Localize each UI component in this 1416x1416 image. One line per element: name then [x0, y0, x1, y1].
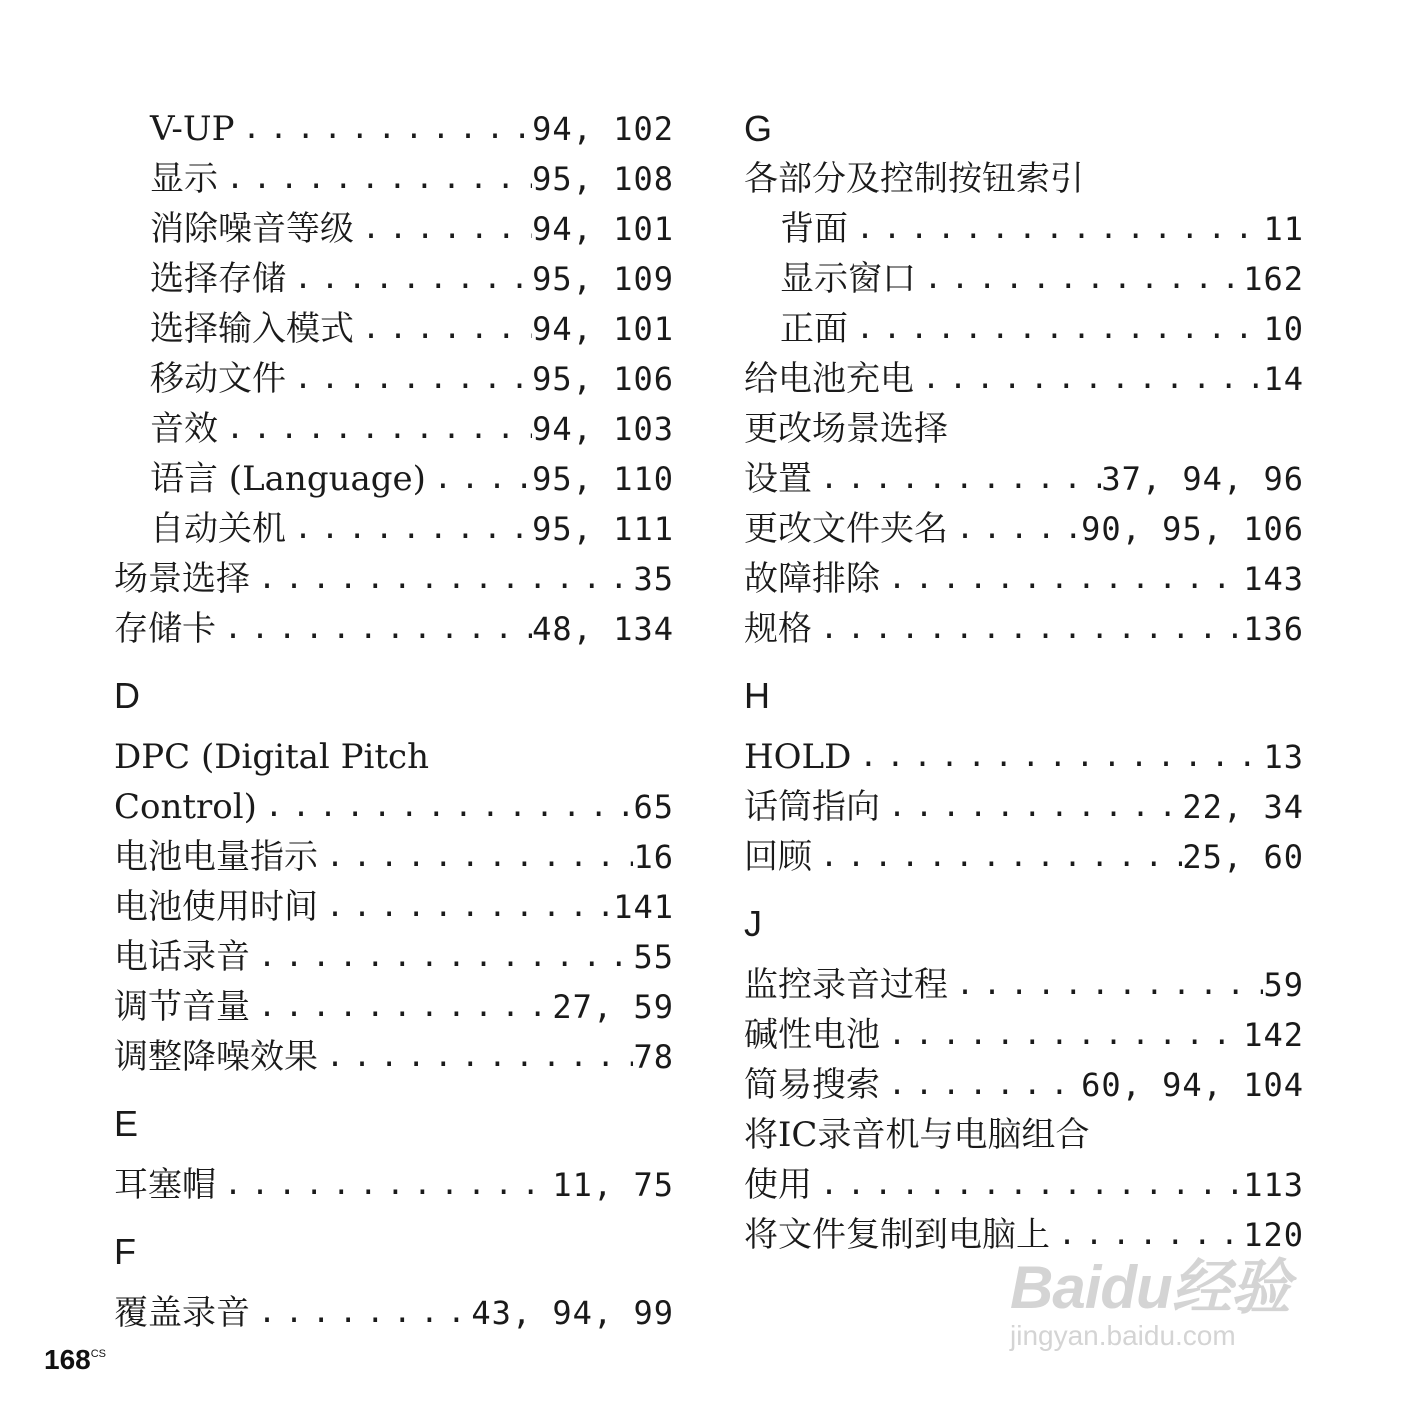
entry-label: 存储卡 [114, 609, 216, 649]
entry-label: 回顾 [744, 837, 812, 877]
entry-label: 简易搜索 [744, 1065, 880, 1105]
index-entry [114, 554, 674, 604]
dot-leader [257, 782, 634, 832]
entry-label: 给电池充电 [744, 359, 914, 399]
index-entry [114, 982, 674, 1032]
dot-leader [250, 554, 633, 604]
entry-label: 调节音量 [114, 987, 250, 1027]
dot-leader [880, 782, 1182, 832]
entry-label: 自动关机 [150, 509, 286, 549]
dot-leader [318, 1032, 633, 1082]
dot-leader [234, 104, 532, 154]
entry-label: 故障排除 [744, 559, 880, 599]
entry-pages: 35 [633, 560, 674, 598]
dot-leader [216, 1160, 552, 1210]
index-entry [114, 1288, 674, 1338]
dot-leader [216, 604, 532, 654]
index-subentry [114, 304, 674, 354]
entry-pages: 90, 95, 106 [1081, 510, 1304, 548]
entry-label: 电池电量指示 [114, 837, 318, 877]
page-number-suffix: CS [90, 1348, 106, 1360]
dot-leader [948, 960, 1263, 1010]
index-entry [744, 554, 1304, 604]
index-subentry [744, 304, 1304, 354]
entry-pages: 22, 34 [1182, 788, 1304, 826]
dot-leader [318, 832, 633, 882]
entry-label: 选择输入模式 [150, 309, 354, 349]
dot-leader [250, 932, 633, 982]
entry-pages: 11 [1263, 210, 1304, 248]
entry-pages: 95, 108 [532, 160, 674, 198]
watermark-url: jingyan.baidu.com [1010, 1320, 1236, 1351]
page-number [44, 1344, 106, 1376]
dot-leader [880, 1010, 1243, 1060]
entry-pages: 162 [1243, 260, 1304, 298]
entry-label: 耳塞帽 [114, 1165, 216, 1205]
entry-pages: 120 [1243, 1216, 1304, 1254]
entry-label: 话筒指向 [744, 787, 880, 827]
index-subentry [744, 204, 1304, 254]
entry-pages: 25, 60 [1182, 838, 1304, 876]
index-entry [744, 454, 1304, 504]
entry-label: Control) [114, 787, 257, 827]
index-entry [744, 1160, 1304, 1210]
entry-pages: 142 [1243, 1016, 1304, 1054]
entry-pages: 59 [1263, 966, 1304, 1004]
entry-label: 消除噪音等级 [150, 209, 354, 249]
section-letter: H [744, 675, 770, 716]
baidu-watermark [1010, 1240, 1340, 1370]
index-entry [114, 1160, 674, 1210]
entry-pages: 94, 101 [532, 310, 674, 348]
entry-pages: 95, 111 [532, 510, 674, 548]
entry-label: 背面 [780, 209, 848, 249]
entry-label: 将文件复制到电脑上 [744, 1215, 1050, 1255]
index-subentry [114, 404, 674, 454]
index-heading: 更改场景选择 [744, 409, 948, 449]
section-letter: F [114, 1231, 136, 1272]
entry-pages: 10 [1263, 310, 1304, 348]
index-entry [744, 960, 1304, 1010]
entry-label: 正面 [780, 309, 848, 349]
dot-leader [812, 604, 1243, 654]
section-letter: E [114, 1103, 139, 1144]
dot-leader [848, 304, 1263, 354]
entry-label: 移动文件 [150, 359, 286, 399]
entry-label: 监控录音过程 [744, 965, 948, 1005]
entry-label: 显示 [150, 159, 218, 199]
index-heading: 将IC录音机与电脑组合 [744, 1115, 1090, 1155]
dot-leader [880, 1060, 1081, 1110]
entry-label: 选择存储 [150, 259, 286, 299]
dot-leader [851, 732, 1263, 782]
index-entry [114, 604, 674, 654]
entry-pages: 95, 109 [532, 260, 674, 298]
index-entry [114, 1032, 674, 1082]
entry-pages: 113 [1243, 1166, 1304, 1204]
dot-leader [286, 354, 532, 404]
entry-label: 电池使用时间 [114, 887, 318, 927]
entry-label: 碱性电池 [744, 1015, 880, 1055]
entry-label: V-UP [150, 109, 235, 149]
entry-pages: 95, 106 [532, 360, 674, 398]
entry-label: 音效 [150, 409, 218, 449]
entry-pages: 48, 134 [532, 610, 674, 648]
index-entry [114, 832, 674, 882]
entry-pages: 27, 59 [552, 988, 674, 1026]
entry-label: 规格 [744, 609, 812, 649]
entry-label: 设置 [744, 459, 812, 499]
entry-label: 显示窗口 [780, 259, 916, 299]
entry-pages: 94, 102 [532, 110, 674, 148]
index-entry [744, 1060, 1304, 1110]
index-entry [114, 932, 674, 982]
dot-leader [218, 154, 532, 204]
dot-leader [286, 504, 532, 554]
index-subentry [744, 254, 1304, 304]
dot-leader [812, 454, 1101, 504]
index-entry [744, 832, 1304, 882]
index-subentry [114, 454, 674, 504]
entry-label: HOLD [744, 737, 852, 777]
index-right-column [744, 104, 1304, 1260]
entry-pages: 136 [1243, 610, 1304, 648]
entry-label: 场景选择 [114, 559, 250, 599]
watermark-logo: Baidu经验 [1010, 1254, 1290, 1321]
entry-pages: 55 [633, 938, 674, 976]
dot-leader [914, 354, 1263, 404]
entry-label: 电话录音 [114, 937, 250, 977]
entry-pages: 60, 94, 104 [1081, 1066, 1304, 1104]
entry-label: 调整降噪效果 [114, 1037, 318, 1077]
index-entry [744, 732, 1304, 782]
page-number-value: 168 [44, 1344, 91, 1375]
dot-leader [426, 454, 532, 504]
index-subentry [114, 104, 674, 154]
entry-pages: 78 [633, 1038, 674, 1076]
dot-leader [880, 554, 1243, 604]
entry-label: 覆盖录音 [114, 1293, 250, 1333]
dot-leader [848, 204, 1263, 254]
entry-pages: 13 [1263, 738, 1304, 776]
dot-leader [812, 832, 1182, 882]
dot-leader [286, 254, 532, 304]
entry-pages: 94, 103 [532, 410, 674, 448]
index-subentry [114, 504, 674, 554]
dot-leader [354, 204, 532, 254]
dot-leader [250, 1288, 471, 1338]
index-entry [744, 354, 1304, 404]
entry-pages: 143 [1243, 560, 1304, 598]
entry-pages: 16 [633, 838, 674, 876]
index-subentry [114, 254, 674, 304]
index-entry [744, 604, 1304, 654]
index-entry [744, 504, 1304, 554]
section-letter: J [744, 903, 762, 944]
dot-leader [916, 254, 1243, 304]
dot-leader [218, 404, 532, 454]
section-letter: D [114, 675, 140, 716]
index-heading: DPC (Digital Pitch [114, 737, 429, 777]
entry-pages: 14 [1263, 360, 1304, 398]
entry-pages: 94, 101 [532, 210, 674, 248]
section-letter: G [744, 108, 773, 149]
entry-pages: 43, 94, 99 [471, 1294, 674, 1332]
dot-leader [812, 1160, 1243, 1210]
index-entry [744, 1010, 1304, 1060]
index-entry [744, 782, 1304, 832]
index-subentry [114, 154, 674, 204]
dot-leader [354, 304, 532, 354]
dot-leader [318, 882, 613, 932]
index-heading: 各部分及控制按钮索引 [744, 159, 1084, 199]
index-left-column [114, 104, 674, 1338]
index-entry [114, 782, 674, 832]
dot-leader [250, 982, 552, 1032]
entry-pages: 37, 94, 96 [1101, 460, 1304, 498]
dot-leader [948, 504, 1081, 554]
index-entry [114, 882, 674, 932]
index-subentry [114, 204, 674, 254]
entry-pages: 95, 110 [532, 460, 674, 498]
entry-pages: 65 [633, 788, 674, 826]
entry-pages: 11, 75 [552, 1166, 674, 1204]
entry-label: 更改文件夹名 [744, 509, 948, 549]
entry-pages: 141 [613, 888, 674, 926]
index-subentry [114, 354, 674, 404]
entry-label: 使用 [744, 1165, 812, 1205]
entry-label: 语言 (Language) [150, 459, 426, 499]
